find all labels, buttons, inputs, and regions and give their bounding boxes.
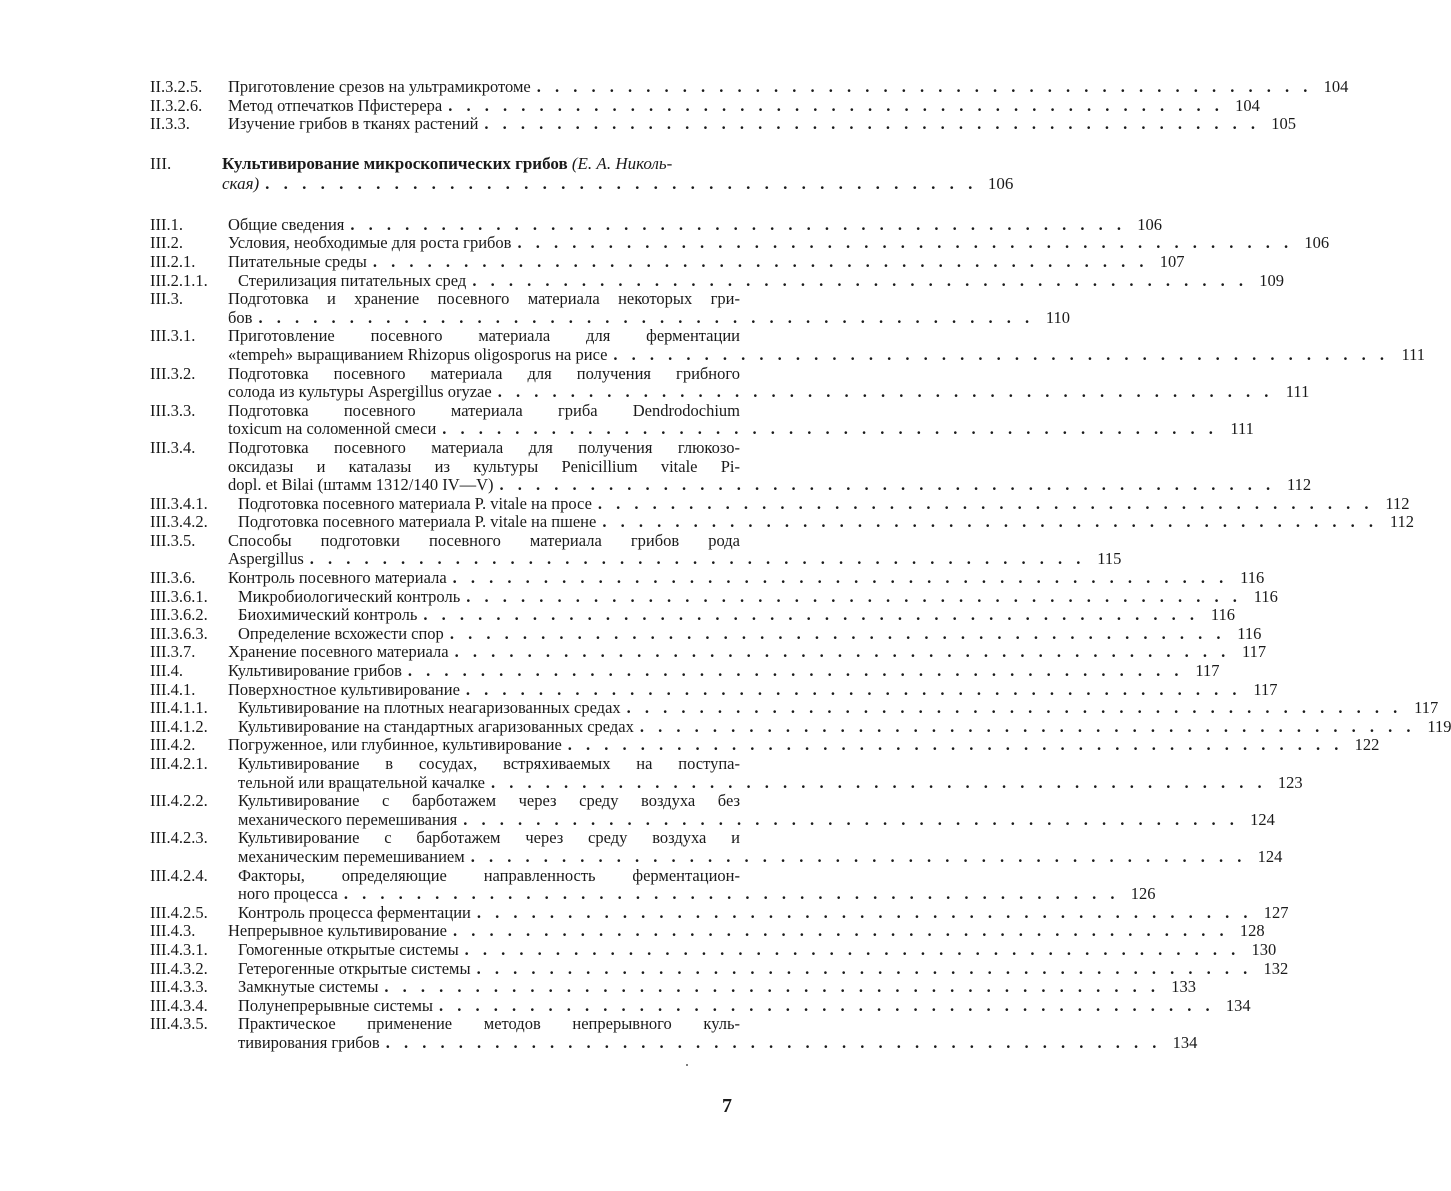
- entry-number: III.3.5.: [150, 530, 196, 550]
- toc-entry: [150, 400, 1254, 439]
- leader-dots: . . . . . . . . . . . . . . . . . . . . . . . . . . . . . . . . . . . . . . . . . . .: [258, 307, 1035, 327]
- leader-dots: . . . . . . . . . . . . . . . . . . . . . . . . . . . . . . . . . . . . . . . . . . .: [384, 977, 1161, 997]
- toc-entry: [150, 716, 1451, 737]
- toc-entry: [150, 586, 1278, 607]
- entry-number: III.3.4.2.: [150, 512, 208, 532]
- leader-dots: . . . . . . . . . . . . . . . . . . . . . . . . . . . . . . . . . . . . . . . . . . .: [452, 921, 1229, 941]
- entry-page-number: 116: [1240, 568, 1265, 588]
- toc-entry: [150, 233, 1330, 253]
- leader-dots: . . . . . . . . . . . . . . . . . . . . . . . . . . . . . . . . . . . . . . . . . . .: [439, 995, 1215, 1015]
- entry-page-number: 116: [1237, 623, 1262, 643]
- leader-dots: . . . . . . . . . . . . . . . . . . . . . . . . . . . . . . . . . . . . . . . . . . .: [465, 679, 1242, 699]
- entry-title: Питательные среды: [228, 251, 367, 271]
- toc-entry: [150, 958, 1289, 979]
- entry-title: Погруженное, или глубинное, культивирование: [228, 735, 562, 755]
- entry-title: ного процесса: [238, 884, 338, 904]
- leader-dots: . . . . . . . . . . . . . . . . . . . . . . . . . . . . . . . . . . . . . . .: [265, 173, 978, 193]
- toc-entry: [150, 865, 1156, 904]
- entry-title: Культивирование с барботажем через среду воздуха и: [238, 828, 740, 848]
- toc-entry: [150, 902, 1289, 923]
- entry-title: Условия, необходимые для роста грибов: [228, 233, 512, 253]
- entry-page-number: 112: [1385, 493, 1410, 513]
- entry-page-number: 134: [1225, 995, 1251, 1015]
- leader-dots: . . . . . . . . . . . . . . . . . . . . . . . . . . . . . . . . . . . . . . . . . . .: [484, 114, 1261, 134]
- toc-entry: [150, 791, 1275, 829]
- toc-entry: [150, 1014, 1198, 1052]
- leader-dots: . . . . . . . . . . . . . . . . . . . . . . . . . . . . . . . . . . . . . . . . . . .: [472, 270, 1248, 290]
- toc-entry: [150, 661, 1220, 681]
- toc-entry: [150, 437, 1312, 495]
- entry-number: III.4.3.: [150, 921, 196, 941]
- entry-title: бов: [228, 307, 253, 327]
- entry-number: III.3.6.: [150, 568, 196, 588]
- entry-number: II.3.3.: [150, 114, 190, 134]
- entry-number: III.4.2.4.: [150, 865, 208, 885]
- leader-dots: . . . . . . . . . . . . . . . . . . . . . . . . . . . . . . . . . . . . . . . . . . .: [626, 698, 1403, 718]
- entry-number: III.2.1.1.: [150, 270, 208, 290]
- entry-page-number: 104: [1235, 95, 1260, 115]
- entry-title: Изучение грибов в тканях растений: [228, 114, 479, 134]
- entry-page-number: 127: [1263, 902, 1289, 922]
- entry-number: III.4.2.3.: [150, 828, 208, 848]
- entry-page-number: 111: [1401, 344, 1426, 364]
- entry-page-number: 116: [1253, 586, 1278, 606]
- entry-number: III.4.3.4.: [150, 995, 208, 1015]
- toc-entry: [150, 642, 1267, 662]
- entry-page-number: 128: [1239, 921, 1265, 941]
- entry-number: III.4.3.5.: [150, 1014, 208, 1034]
- entry-number: III.3.6.1.: [150, 586, 208, 606]
- entry-number: III.4.3.2.: [150, 958, 208, 978]
- entry-number: III.4.2.1.: [150, 754, 208, 773]
- entry-title: Общие сведения: [228, 214, 345, 234]
- entry-title: Микробиологический контроль: [238, 586, 461, 606]
- entry-number: III.4.1.2.: [150, 716, 208, 736]
- toc-entry: [150, 270, 1284, 291]
- entry-page-number: 122: [1354, 735, 1380, 755]
- leader-dots: . . . . . . . . . . . . . . . . . . . . . . . . . . . . . . . . . . . . . . . . . . .: [476, 958, 1253, 978]
- entry-title: Культивирование на плотных неагаризованных средах: [238, 698, 621, 718]
- entry-number: III.3.3.: [150, 400, 196, 420]
- entry-title: toxicum на соломенной смеси: [228, 419, 437, 439]
- print-speck: [686, 1064, 688, 1066]
- entry-page-number: 117: [1195, 661, 1220, 681]
- entry-page-number: 130: [1251, 939, 1277, 959]
- leader-dots: . . . . . . . . . . . . . . . . . . . . . . . . . . . . . . . . . . . . . . . . . . .: [567, 735, 1344, 755]
- entry-number: III.3.6.2.: [150, 605, 208, 625]
- toc-entry: [150, 251, 1185, 272]
- entry-number: III.4.2.5.: [150, 902, 208, 922]
- entry-title: Подготовка посевного материала для получения грибного: [228, 363, 740, 383]
- entry-number: III.2.1.: [150, 251, 196, 271]
- leader-dots: . . . . . . . . . . . . . . . . . . . . . . . . . . . . . . . . . . . . . . . . . . .: [613, 344, 1390, 364]
- entry-title: Определение всхожести спор: [238, 623, 444, 643]
- leader-dots: . . . . . . . . . . . . . . . . . . . . . . . . . . . . . . . . . . . . . . . . . . .: [448, 95, 1224, 115]
- leader-dots: . . . . . . . . . . . . . . . . . . . . . . . . . . . . . . . . . . . . . . . . . . .: [385, 1032, 1162, 1052]
- entry-page-number: 124: [1257, 846, 1283, 866]
- entry-title: Способы подготовки посевного материала грибов рода: [228, 530, 740, 550]
- entry-number: III.3.6.3.: [150, 623, 208, 643]
- entry-title: Подготовка посевного материала P. vitale на пшене: [238, 512, 597, 532]
- entry-number: III.3.4.1.: [150, 493, 208, 513]
- leader-dots: . . . . . . . . . . . . . . . . . . . . . . . . . . . . . . . . . . . . . . . . . . .: [517, 233, 1294, 253]
- entry-number: III.4.3.3.: [150, 977, 208, 997]
- entry-title: тельной или вращательной качалке: [238, 772, 486, 792]
- toc-entry: [150, 568, 1265, 588]
- entry-page-number: 124: [1250, 809, 1275, 829]
- entry-page-number: 104: [1323, 77, 1349, 96]
- entry-title: Факторы, определяющие направленность ферментацион-: [238, 865, 740, 885]
- toc-section-continuation: [150, 77, 1349, 134]
- entry-page-number: 106: [1304, 233, 1330, 253]
- leader-dots: . . . . . . . . . . . . . . . . . . . . . . . . . . . . . . . . . . . . . . . . . . .: [470, 846, 1247, 866]
- entry-title: Хранение посевного материала: [228, 642, 449, 662]
- entry-title: dopl. et Bilai (штамм 1312/140 IV—V): [228, 475, 494, 495]
- entry-title: оксидазы и каталазы из культуры Penicillium vitale Pi-: [228, 456, 740, 476]
- leader-dots: . . . . . . . . . . . . . . . . . . . . . . . . . . . . . . . . . . . . . . . . . . .: [463, 809, 1239, 829]
- entry-page-number: 107: [1159, 251, 1185, 271]
- entry-title: Приготовление посевного материала для ферментации: [228, 326, 740, 346]
- entry-page-number: 109: [1259, 270, 1284, 290]
- leader-dots: . . . . . . . . . . . . . . . . . . . . . . . . . . . . . . . . . . . . . . . . . . .: [602, 512, 1378, 532]
- entry-title: Подготовка посевного материала P. vitale на просе: [238, 493, 592, 513]
- leader-dots: . . . . . . . . . . . . . . . . . . . . . . . . . . . . . . . . . . . . . . . . . . .: [536, 77, 1313, 96]
- entry-title: Контроль процесса ферментации: [238, 902, 471, 922]
- entry-page-number: 112: [1287, 475, 1312, 495]
- toc-entry: [150, 114, 1297, 134]
- toc-entry: [150, 754, 1303, 792]
- entry-page-number: 106: [1137, 214, 1163, 234]
- entry-page-number: 117: [1242, 642, 1267, 662]
- entry-number: III.3.7.: [150, 642, 196, 662]
- leader-dots: . . . . . . . . . . . . . . . . . . . . . . . . . . . . . . . . . . . . . . . . . . .: [452, 568, 1229, 588]
- leader-dots: . . . . . . . . . . . . . . . . . . . . . . . . . . . . . . . . . . . . . . . . . . .: [350, 214, 1127, 234]
- table-of-contents: [150, 77, 1451, 1053]
- entry-page-number: 111: [1230, 419, 1254, 439]
- part-number: III.: [150, 153, 172, 173]
- leader-dots: . . . . . . . . . . . . . . . . . . . . . . . . . . . . . . . . . . . . . . . . . . .: [309, 549, 1086, 569]
- entry-title: Гетерогенные открытые системы: [238, 958, 471, 978]
- toc-entry: [150, 921, 1265, 941]
- toc-entry: [150, 289, 1071, 327]
- entry-title: Замкнутые системы: [238, 977, 379, 997]
- entry-number: III.3.2.: [150, 363, 196, 383]
- entry-number: III.4.2.: [150, 735, 196, 755]
- toc-entry: [150, 530, 1122, 569]
- toc-entry: [150, 605, 1235, 625]
- leader-dots: . . . . . . . . . . . . . . . . . . . . . . . . . . . . . . . . . . . . . . . . . . .: [407, 661, 1184, 681]
- entry-number: III.4.1.: [150, 679, 196, 699]
- entry-number: II.3.2.5.: [150, 77, 203, 96]
- leader-dots: . . . . . . . . . . . . . . . . . . . . . . . . . . . . . . . . . . . . . . . . . . .: [499, 475, 1276, 495]
- toc-entry: [150, 698, 1439, 718]
- toc-entry: [150, 493, 1410, 514]
- entry-page-number: 112: [1389, 512, 1414, 532]
- entry-page-number: 116: [1210, 605, 1235, 625]
- leader-dots: . . . . . . . . . . . . . . . . . . . . . . . . . . . . . . . . . . . . . . . . . . .: [597, 493, 1374, 513]
- leader-dots: . . . . . . . . . . . . . . . . . . . . . . . . . . . . . . . . . . . . . . . . . . .: [442, 419, 1218, 439]
- leader-dots: . . . . . . . . . . . . . . . . . . . . . . . . . . . . . . . . . . . . . . . . . . .: [449, 623, 1226, 643]
- entry-title: Подготовка посевного материала для получения глюкозо-: [228, 437, 740, 457]
- entry-number: II.3.2.6.: [150, 95, 203, 115]
- entry-number: III.4.3.1.: [150, 939, 208, 959]
- entry-number: III.3.: [150, 289, 183, 309]
- part-title: Культивирование микроскопических грибов: [222, 153, 568, 173]
- entry-title: Культивирование с барботажем через среду воздуха без: [238, 791, 740, 811]
- toc-entry: [150, 939, 1277, 960]
- entry-title: Контроль посевного материала: [228, 568, 447, 588]
- entry-title: солода из культуры Aspergillus oryzae: [228, 382, 492, 402]
- entry-number: III.2.: [150, 233, 183, 253]
- leader-dots: . . . . . . . . . . . . . . . . . . . . . . . . . . . . . . . . . . . . . . . . . . .: [466, 586, 1242, 606]
- entry-number: III.4.1.1.: [150, 698, 208, 718]
- toc-entry: [150, 679, 1278, 700]
- entry-title: механического перемешивания: [238, 809, 458, 829]
- entry-page-number: 123: [1277, 772, 1303, 792]
- entry-title: Подготовка и хранение посевного материала некоторых гри-: [228, 289, 740, 309]
- entry-title: Культивирование на стандартных агаризованных средах: [238, 716, 634, 736]
- entry-title: Практическое применение методов непрерывного куль-: [238, 1014, 740, 1034]
- entry-page-number: 111: [1285, 382, 1310, 402]
- part-authors-line1: (Е. А. Николь-: [571, 153, 673, 173]
- leader-dots: . . . . . . . . . . . . . . . . . . . . . . . . . . . . . . . . . . . . . . . . . . .: [476, 902, 1253, 922]
- entry-title: механическим перемешиванием: [238, 846, 465, 866]
- toc-entry: [150, 77, 1349, 97]
- entry-number: III.3.1.: [150, 326, 196, 346]
- entry-title: Полунепрерывные системы: [238, 995, 434, 1015]
- entry-title: Культивирование грибов: [228, 661, 402, 681]
- toc-entries: [150, 214, 1451, 1053]
- entry-number: III.4.: [150, 661, 183, 681]
- toc-entry: [150, 214, 1163, 235]
- entry-page-number: 134: [1172, 1032, 1198, 1052]
- leader-dots: . . . . . . . . . . . . . . . . . . . . . . . . . . . . . . . . . . . . . . . . . . .: [497, 382, 1274, 402]
- toc-entry: [150, 95, 1260, 116]
- entry-page-number: 105: [1271, 114, 1297, 134]
- entry-page-number: 126: [1130, 884, 1156, 904]
- entry-title: Подготовка посевного материала гриба Dendrodochium: [228, 400, 740, 420]
- page-folio: 7: [722, 1095, 732, 1117]
- entry-number: III.4.2.2.: [150, 791, 208, 811]
- entry-page-number: 117: [1253, 679, 1278, 699]
- toc-entry: [150, 828, 1283, 866]
- entry-number: III.3.4.: [150, 437, 196, 457]
- leader-dots: . . . . . . . . . . . . . . . . . . . . . . . . . . . . . . . . . . . . . . . . . . .: [454, 642, 1231, 662]
- entry-page-number: 133: [1171, 977, 1197, 997]
- toc-entry: [150, 363, 1310, 402]
- toc-entry: [150, 995, 1251, 1016]
- part-page-number: 106: [987, 173, 1014, 193]
- entry-page-number: 115: [1097, 549, 1122, 569]
- entry-number: III.1.: [150, 214, 183, 234]
- part-authors-line2: ская): [222, 173, 260, 193]
- leader-dots: . . . . . . . . . . . . . . . . . . . . . . . . . . . . . . . . . . . . . . . . . . .: [491, 772, 1267, 792]
- entry-title: Приготовление срезов на ультрамикротоме: [228, 77, 531, 96]
- entry-title: Стерилизация питательных сред: [238, 270, 467, 290]
- entry-page-number: 119: [1427, 716, 1451, 736]
- leader-dots: . . . . . . . . . . . . . . . . . . . . . . . . . . . . . . . . . . . . . . . . . . .: [639, 716, 1416, 736]
- toc-entry: [150, 623, 1262, 644]
- entry-page-number: 117: [1414, 698, 1439, 718]
- entry-title: Aspergillus: [228, 549, 304, 569]
- toc-entry: [150, 326, 1426, 364]
- leader-dots: . . . . . . . . . . . . . . . . . . . . . . . . . . . . . . . . . . . . . . . . . . .: [423, 605, 1199, 625]
- toc-part-heading: [150, 153, 1014, 194]
- toc-entry: [150, 512, 1414, 532]
- toc-entry: [150, 735, 1380, 755]
- entry-title: Непрерывное культивирование: [228, 921, 447, 941]
- leader-dots: . . . . . . . . . . . . . . . . . . . . . . . . . . . . . . . . . . . . . . . . . . .: [464, 939, 1241, 959]
- entry-page-number: 132: [1263, 958, 1289, 978]
- entry-page-number: 110: [1045, 307, 1071, 327]
- entry-title: Культивирование в сосудах, встряхиваемых на поступа-: [238, 754, 740, 773]
- entry-title: Биохимический контроль: [238, 605, 418, 625]
- entry-title: тивирования грибов: [238, 1032, 380, 1052]
- toc-entry: [150, 977, 1197, 997]
- entry-title: Гомогенные открытые системы: [238, 939, 459, 959]
- entry-title: «tempeh» выращиванием Rhizopus oligosporus на рисе: [228, 344, 608, 364]
- entry-title: Поверхностное культивирование: [228, 679, 460, 699]
- leader-dots: . . . . . . . . . . . . . . . . . . . . . . . . . . . . . . . . . . . . . . . . . . .: [372, 251, 1149, 271]
- leader-dots: . . . . . . . . . . . . . . . . . . . . . . . . . . . . . . . . . . . . . . . . . . .: [343, 884, 1120, 904]
- entry-title: Метод отпечатков Пфистерера: [228, 95, 443, 115]
